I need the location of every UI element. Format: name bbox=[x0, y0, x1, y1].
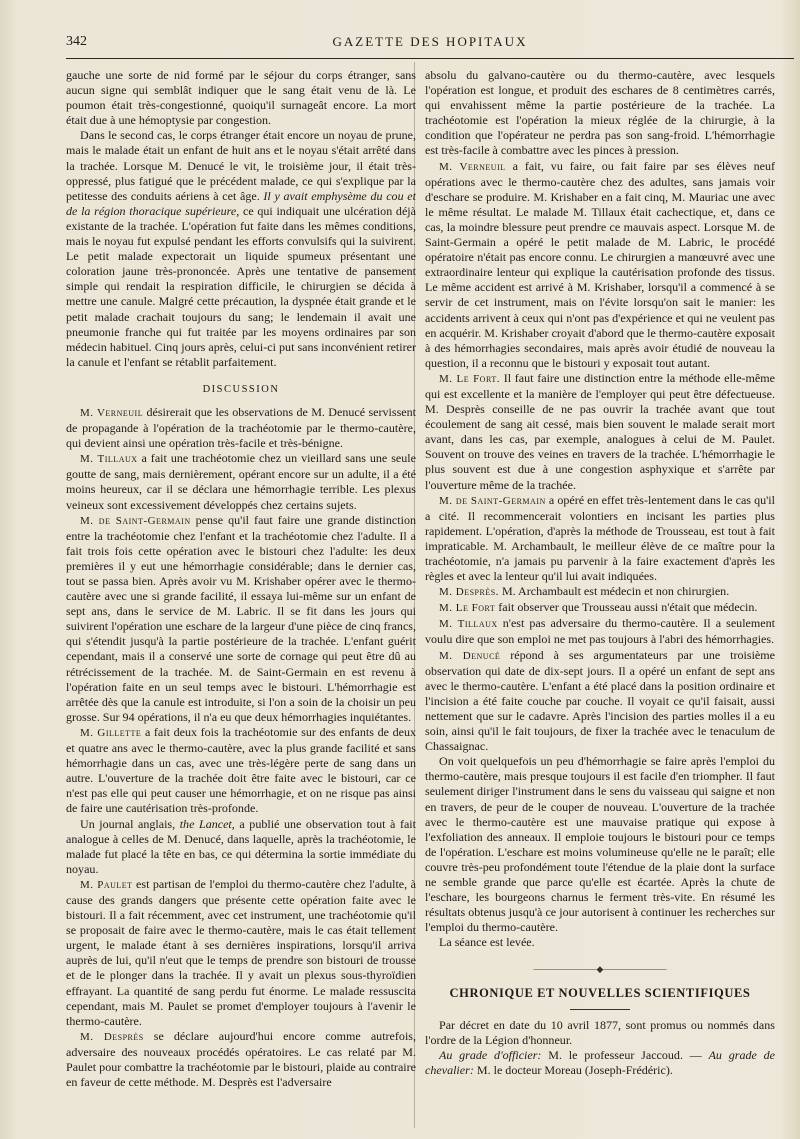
speaker-paragraph: M. Verneuil désirerait que les observations de M. Denucé servissent de propagande à l'opération de la trachéotomie par le thermo-cautère, qui devient ainsi une opération très-facile et très-bénigne. bbox=[66, 404, 416, 451]
speaker-paragraph: M. Desprès. M. Archambault est médecin et non chirurgien. bbox=[439, 584, 730, 599]
paragraph: Un journal anglais, the Lancet, a publié une observation tout à fait analogue à celles de M. Denucé, dans laquelle, après la trachéotomie, le malade fut placé la tête en bas, ce qui détermina la sortie immédiate du noyau. bbox=[66, 816, 416, 876]
speaker-name: M. Tillaux bbox=[439, 618, 498, 631]
page-header bbox=[66, 30, 794, 58]
right-column bbox=[425, 68, 775, 1078]
header-rule bbox=[66, 58, 794, 59]
speaker-name: M. de Saint-Germain bbox=[439, 494, 546, 507]
speaker-name: M. Verneuil bbox=[80, 406, 144, 419]
paragraph: On voit quelquefois un peu d'hémorrhagie se faire après l'emploi du thermo-cautère, mais presque toujours il est facile d'en triompher. Il faut seulement diriger l'instrument dans le sens du vaisseau qui saigne et non en travers, de peur de le couper de nouveau. L'ouverture de la trachée avec le thermo-cautère est une mauvaise pratique qui expose à l'exfoliation des anneaux. Il emploie toujours le bistouri pour ce temps de l'opération. L'eschare est moins volumineuse qu'elle ne le paraît; elle couvre très-peu profondément toute l'étendue de la plaie dont la surface ne semble grande que parce qu'elle est écartée. Après la chute de l'eschare, les bourgeons charnus le ferment très-vite. En résumé les résultats obtenus jusqu'à ce jour autorisent à continuer les recherches sur l'emploi du thermo-cautère. bbox=[425, 754, 775, 935]
session-closed: La séance est levée. bbox=[439, 935, 535, 950]
paragraph: Au grade d'officier: M. le professeur Jaccoud. — Au grade de chevalier: M. le docteur Moreau (Joseph-Frédéric). bbox=[425, 1047, 775, 1077]
speaker-paragraph: M. Desprès se déclare aujourd'hui encore comme autrefois, adversaire des nouveaux procédés opératoires. Le cas relaté par M. Paulet pour combattre la trachéotomie par le bistouri, plaide au contraire en faveur de cette méthode. M. Desprès est l'adversaire bbox=[66, 1028, 416, 1090]
speaker-paragraph: M. Verneuil a fait, vu faire, ou fait faire par ses élèves neuf opérations avec le thermo-cautère chez des adultes, sans jamais voir d'eschare se produire. M. Krishaber en a fait cinq, M. Mauriac une avec le même résultat. Le malade M. Tillaux était cachectique, et, dans ce cas, la moindre blessure peut prendre ce mauvais aspect. Lorsque M. de Saint-Germain a opéré le petit malade de M. Labric, le procédé opératoire n'était pas encore connu. Le chirurgien a manœuvré avec une extraordinaire lenteur qui explique la cautérisation profonde des tissus. Le même accident est arrivé à M. Krishaber, lorsqu'il a commencé à se servir de cet instrument, mais on l'évite lorsqu'on sait le manier: les accidents arrivent à ceux qui n'ont pas d'expérience et qui ne veulent pas en acquérir. M. Krishaber croyait d'abord que le thermo-cautère exposait à des hémorrhagies secondaires, mais après avoir étudié de nouveau la question, il a reconnu que le bistouri y exposait tout autant. bbox=[425, 158, 775, 370]
speaker-paragraph: M. de Saint-Germain a opéré en effet très-lentement dans le cas qu'il a cité. Il recommencerait volontiers en incisant les parties plus rapidement. L'opération, d'après la méthode de Trousseau, est tout à fait impraticable. M. Archambault, le meilleur élève de ce maître pour la trachéotomie, n'a jamais pu parvenir à la faire exactement d'après les règles et avec la lenteur qu'il lui avait indiquées. bbox=[425, 492, 775, 584]
speaker-name: M. Le Fort bbox=[439, 602, 496, 615]
paragraph: Dans le second cas, le corps étranger était encore un noyau de prune, mais le malade était un enfant de huit ans et le noyau s'était arrêté dans la trachée. Lorsque M. Denucé le vit, le troisième jour, il était très-oppressé, plus fatigué que le précédent malade, ce qui s'explique par la petitesse des conduits aériens à cet âge. Il y avait emphysème du cou et de la région thoracique supérieure, ce qui indiquait une ulcération déjà existante de la trachée. L'opération fut faite dans les mêmes conditions, mais le noyau fut expulsé pendant les efforts convulsifs qui la suivirent. Le petit malade expectorait un liquide spumeux présentant une coloration jaune très-prononcée. Après une tentative de pansement simple qui rendait la respiration difficile, le chirurgien se décida à mettre une canule. Malgré cette précaution, la dyspnée était grande et le petit malade crachait toujours du sang; le lendemain il avait une pneumonie franche qui fut traitée par les moyens ordinaires par son médecin habituel. Cinq jours après, celui-ci put sans inconvénient retirer la canule et l'enfant se rétablit parfaitement. bbox=[66, 128, 416, 369]
speaker-paragraph: M. Le Fort fait observer que Trousseau aussi n'était que médecin. bbox=[439, 600, 758, 615]
speaker-name: M. Denucé bbox=[439, 649, 501, 662]
speaker-paragraph: M. Tillaux n'est pas adversaire du thermo-cautère. Il a seulement voulu dire que son emploi ne met pas toujours à l'abri des hémorrhagies. bbox=[425, 616, 775, 647]
speaker-name: M. Le Fort. bbox=[439, 372, 500, 385]
speaker-name: M. Verneuil bbox=[439, 160, 506, 173]
section-heading-discussion: DISCUSSION bbox=[202, 383, 280, 395]
speaker-paragraph: M. Le Fort. Il faut faire une distinction entre la méthode elle-même qui est excellente et la manière de l'employer qui peut être défectueuse. M. Desprès conseille de ne pas ouvrir la trachée avant que tout écoulement de sang ait cessé, mais bien souvent le malade serait mort avant, dans les cas, par exemple, analogues à celui de M. Paulet. Souvent on trouve des veines en travers de la trachée. L'hémorrhagie le plus souvent est due à une congestion asphyxique et s'arrête par l'ouverture même de la trachée. bbox=[425, 370, 775, 492]
speaker-name: M. Gillette bbox=[80, 726, 142, 739]
speaker-name: M. de Saint-Germain bbox=[80, 514, 191, 527]
speaker-paragraph: M. Gillette a fait deux fois la trachéotomie sur des enfants de deux et quatre ans avec le thermo-cautère, avec la plus grande facilité et sans hémorrhagie dans un cas, avec une très-légère perte de sang dans un autre. L'ouverture de la trachée doit être faite avec le bistouri, car ce n'est pas elle qui peut causer une hémorrhagie, et on ne risque pas ainsi de faire une cautérisation très-profonde. bbox=[66, 724, 416, 816]
speaker-paragraph: M. de Saint-Germain pense qu'il faut faire une grande distinction entre la trachéotomie chez l'enfant et la trachéotomie chez l'adulte. Il a fait trois fois cette opération avec le bistouri chez l'adulte: les deux premières il y eut une hémorrhagie considérable; dans le dernier cas, tout se passa bien. Après avoir vu M. Krishaber opérer avec le thermo-cautère avec une si grande facilité, il essaya lui-même sur un enfant de sept ans, dans le service de M. Labric. Il se fit dans les jours qui suivirent l'opération une eschare de la largeur d'une pièce de cinq francs, qui s'étendit jusqu'à la partie postérieure de la trachée. L'enfant guérit cependant, mais il a conservé une sorte de cornage qui peut être dû au rétrécissement de la trachée. M. de Saint-Germain en est revenu à l'opération faite en un seul temps avec le bistouri. L'hémorrhagie est arrêtée dès que la canule est introduite, si l'on a soin de la choisir un peu grosse. Sur 94 opérations, il n'a eu que deux hémorrhagies inquiétantes. bbox=[66, 512, 416, 724]
speaker-name: M. Paulet bbox=[80, 878, 133, 891]
running-title: GAZETTE DES HOPITAUX bbox=[332, 34, 528, 49]
paragraph: Par décret en date du 10 avril 1877, sont promus ou nommés dans l'ordre de la Légion d'honneur. bbox=[425, 1017, 775, 1047]
ornament-rule: ———————◆——————— bbox=[533, 964, 667, 975]
left-column bbox=[66, 68, 416, 1090]
short-rule bbox=[570, 1009, 630, 1010]
paragraph: gauche une sorte de nid formé par le séjour du corps étranger, sans aucun signe qui semblât indiquer que le sang était venu de là. Le poumon était très-congestionné, quoiqu'il surnageât encore. La mort était due à une hémoptysie par congestion. bbox=[66, 68, 416, 128]
speaker-paragraph: M. Denucé répond à ses argumentateurs par une troisième observation qui date de dix-sept jours. Il a opéré un enfant de sept ans avec le thermo-cautère. L'enfant a été placé dans la position ordinaire et l'incision a été faite couche par couche. Il voyait ce qu'il faisait, aussi nettement que sur le cadavre. Après l'incision des parties molles il a eu soin, ainsi qu'il le fait toujours, de fixer la trachée avec le tenaculum de Chassaignac. bbox=[425, 647, 775, 754]
page-number: 342 bbox=[66, 34, 87, 49]
speaker-paragraph: M. Tillaux a fait une trachéotomie chez un vieillard sans une seule goutte de sang, mais dernièrement, opérant encore sur un adulte, il a été moins heureux, car il se déclara une hémorrhagie terrible. Les plexus veineux sont excessivement développés chez certains sujets. bbox=[66, 451, 416, 512]
speaker-name: M. Tillaux bbox=[80, 453, 138, 466]
paragraph: absolu du galvano-cautère ou du thermo-cautère, avec lesquels l'opération est longue, et produit des eschares de 8 centimètres carrés, qui envahissent même la partie postérieure de la trachée. La trachéotomie est l'opération la mieux réglée de la chirurgie, à la condition que l'opérateur ne perdra pas son sang-froid. L'hémorrhagie est très-facile à combattre avec les pinces à pression. bbox=[425, 68, 775, 158]
speaker-name: M. Desprès bbox=[80, 1030, 144, 1043]
speaker-name: M. Desprès. bbox=[439, 586, 499, 599]
section-heading-chronique: CHRONIQUE ET NOUVELLES SCIENTIFIQUES bbox=[449, 985, 751, 1000]
speaker-paragraph: M. Paulet est partisan de l'emploi du thermo-cautère chez l'adulte, à cause des grands dangers que présente cette opération faite avec le bistouri. Il a fait récemment, avec cet instrument, une trachéotomie qu'il se proposait de faire avec le thermo-cautère, mais le cas était tellement urgent, le malade étant à ses dernières inspirations, lorsqu'il arriva auprès de lui, qu'il n'eut que le temps de prendre son bistouri de trousse et de le plonger dans la trachée. Il y avait un plexus sous-thyroïdien effrayant. La quantité de sang perdu fut énorme. Le malade ressuscita cependant, mais M. Paulet se promet d'employer toujours à l'avenir le thermo-cautère. bbox=[66, 876, 416, 1028]
